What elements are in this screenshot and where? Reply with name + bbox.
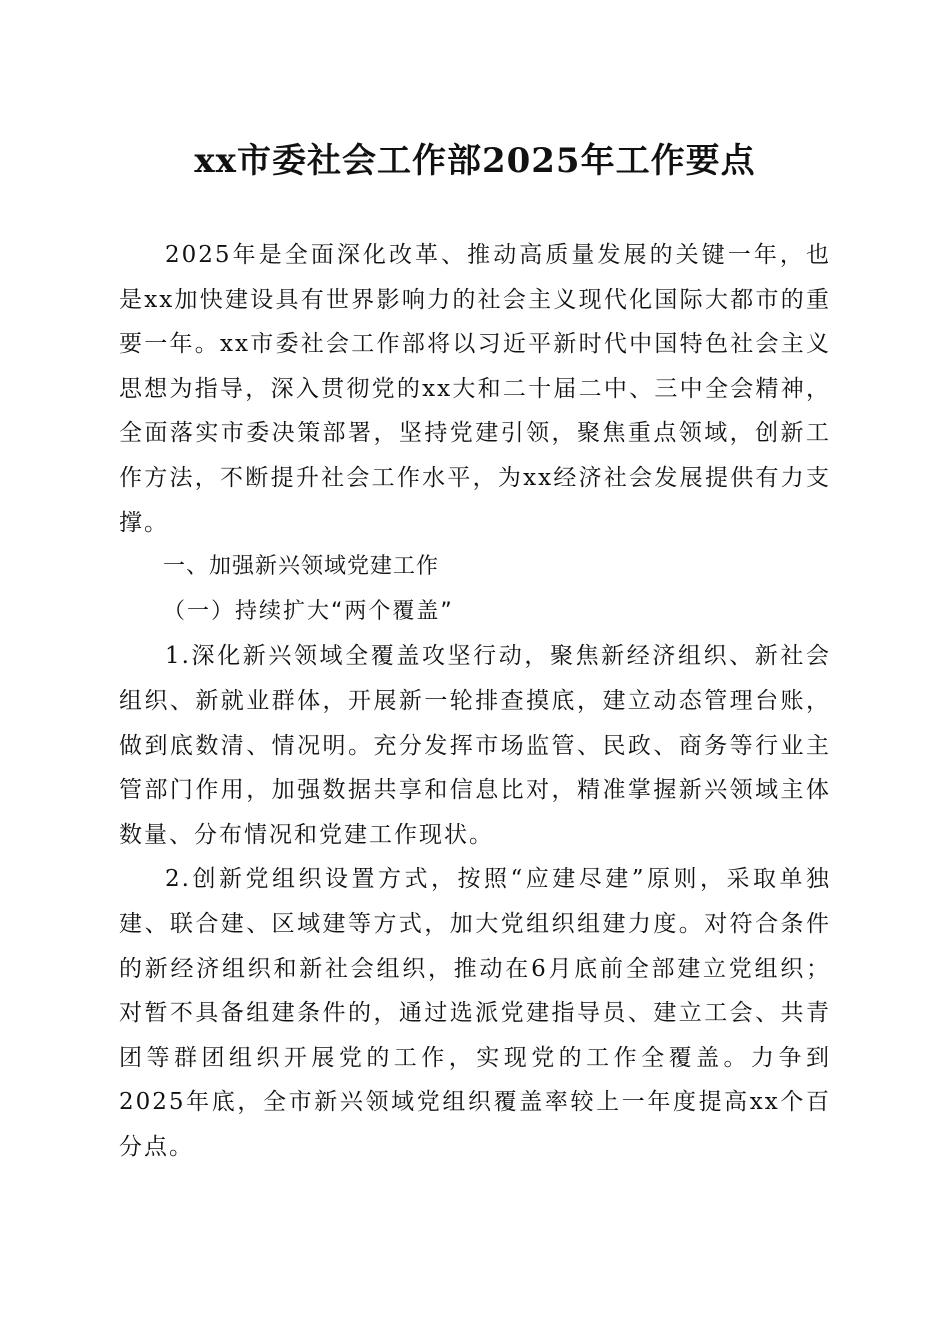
subsection-heading-1: （一）持续扩大“两个覆盖” [163, 598, 454, 624]
section-heading-1: 一、加强新兴领域党建工作 [163, 554, 440, 580]
document-body [119, 233, 831, 1169]
item-paragraph-1: 1.深化新兴领域全覆盖攻坚行动，聚焦新经济组织、新社会组织、新就业群体，开展新一轮排查摸底，建立动态管理台账，做到底数清、情况明。充分发挥市场监管、民政、商务等行业主管部门作用，加强数据共享和信息比对，精准掌握新兴领域主体数量、分布情况和党建工作现状。 [119, 643, 831, 848]
document-title: xx市委社会工作部2025年工作要点 [194, 141, 756, 181]
item-paragraph-2: 2.创新党组织设置方式，按照“应建尽建”原则，采取单独建、联合建、区域建等方式，加大党组织组建力度。对符合条件的新经济组织和新社会组织，推动在6月底前全部建立党组织；对暂不具备组建条件的，通过选派党建指导员、建立工会、共青团等群团组织开展党的工作，实现党的工作全覆盖。力争到2025年底，全市新兴领域党组织覆盖率较上一年度提高xx个百分点。 [119, 866, 831, 1160]
intro-paragraph: 2025年是全面深化改革、推动高质量发展的关键一年，也是xx加快建设具有世界影响力的社会主义现代化国际大都市的重要一年。xx市委社会工作部将以习近平新时代中国特色社会主义思想为指导，深入贯彻党的xx大和二十届二中、三中全会精神，全面落实市委决策部署，坚持党建引领，聚焦重点领域，创新工作方法，不断提升社会工作水平，为xx经济社会发展提供有力支撑。 [119, 242, 831, 536]
